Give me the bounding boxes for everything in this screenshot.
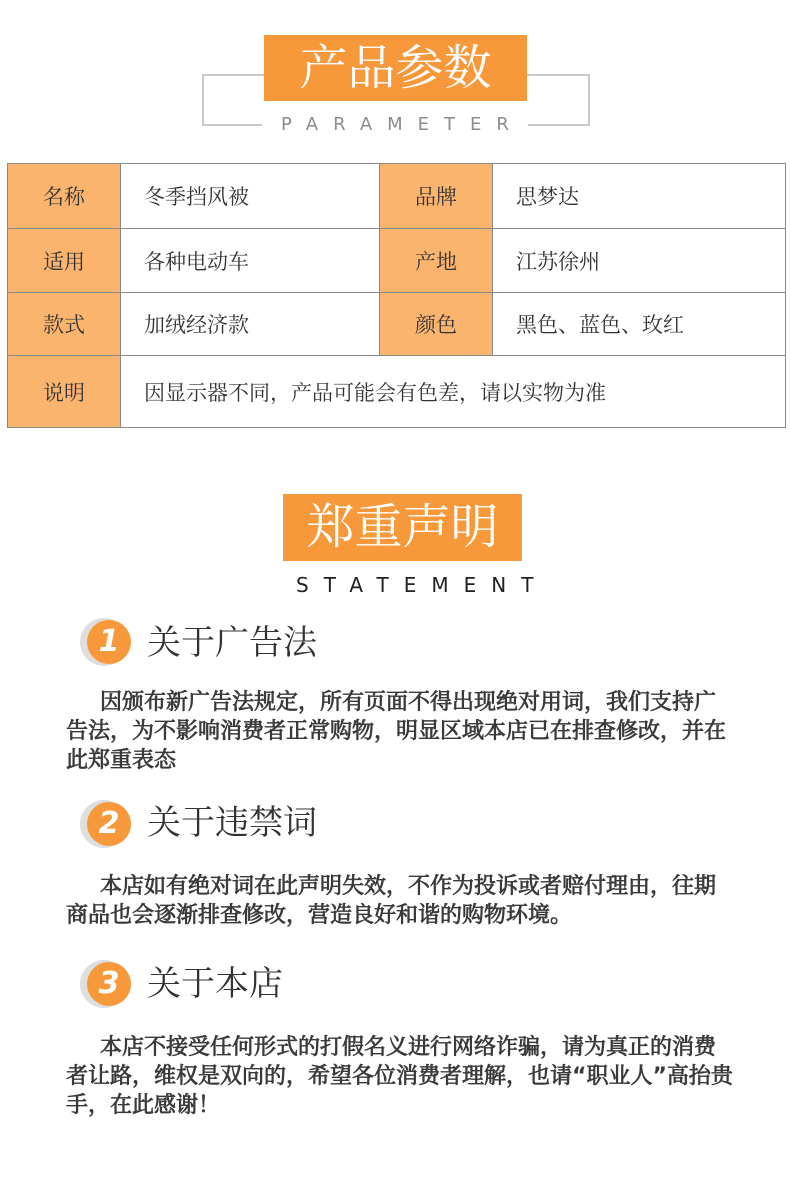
parameter-section-subtitle: PARAMETER [262, 113, 528, 137]
paragraph-line: 本店不接受任何形式的打假名义进行网络诈骗，请为真正的消费 [100, 1035, 717, 1060]
statement-heading: 关于违禁词 [147, 803, 317, 843]
paragraph-line: 手，在此感谢！ [66, 1093, 221, 1118]
statement-heading: 关于广告法 [147, 623, 317, 663]
param-value-name: 冬季挡风被 [121, 164, 380, 229]
param-value-origin: 江苏徐州 [493, 229, 786, 293]
paragraph-line: 商品也会逐渐排查修改，营造良好和谐的购物环境。 [66, 903, 573, 928]
paragraph-line: 此郑重表态 [66, 748, 177, 773]
parameter-section-title: 产品参数 [264, 35, 527, 101]
statement-heading: 关于本店 [147, 964, 283, 1004]
table-row [8, 356, 786, 428]
circled-number-3-icon [80, 959, 132, 1009]
parameter-table [7, 163, 786, 428]
number-badge-label: 1 [87, 620, 131, 664]
table-row [8, 164, 786, 229]
statement-paragraph [66, 872, 766, 930]
statement-section-title: 郑重声明 [283, 494, 522, 561]
table-row [8, 229, 786, 293]
circled-number-2-icon [80, 799, 132, 849]
table-row [8, 293, 786, 356]
param-label-note: 说明 [8, 356, 121, 428]
param-label-applicable: 适用 [8, 229, 121, 293]
param-value-applicable: 各种电动车 [121, 229, 380, 293]
paragraph-line: 者让路，维权是双向的，希望各位消费者理解，也请“职业人”高抬贵 [66, 1064, 733, 1089]
param-label-origin: 产地 [380, 229, 493, 293]
param-value-brand: 思梦达 [493, 164, 786, 229]
param-value-style: 加绒经济款 [121, 293, 380, 356]
param-label-brand: 品牌 [380, 164, 493, 229]
param-value-note: 因显示器不同，产品可能会有色差，请以实物为准 [121, 356, 786, 428]
param-label-style: 款式 [8, 293, 121, 356]
param-label-name: 名称 [8, 164, 121, 229]
paragraph-line: 告法，为不影响消费者正常购物，明显区域本店已在排查修改，并在 [66, 719, 727, 744]
paragraph-line: 因颁布新广告法规定，所有页面不得出现绝对用词，我们支持广 [100, 690, 717, 715]
param-label-color: 颜色 [380, 293, 493, 356]
number-badge-label: 3 [87, 962, 131, 1006]
statement-paragraph [66, 688, 766, 775]
statement-section-subtitle: STATEMENT [296, 573, 549, 597]
param-value-color: 黑色、蓝色、玫红 [493, 293, 786, 356]
statement-paragraph [66, 1033, 766, 1120]
paragraph-line: 本店如有绝对词在此声明失效，不作为投诉或者赔付理由，往期 [100, 874, 717, 899]
circled-number-1-icon [80, 617, 132, 667]
number-badge-label: 2 [87, 802, 131, 846]
